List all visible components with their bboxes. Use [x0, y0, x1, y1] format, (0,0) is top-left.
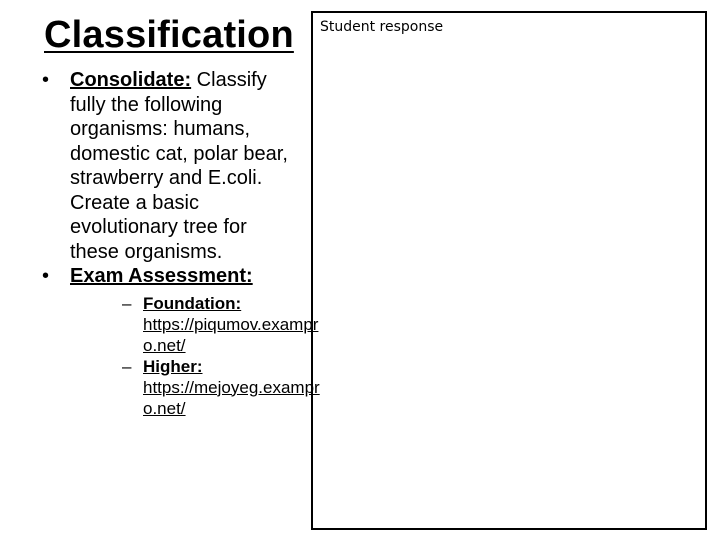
bullet-exam-assessment	[28, 264, 320, 419]
sub-item-higher	[70, 356, 320, 419]
foundation-link[interactable]: https://piqumov.exampro.net/	[143, 314, 319, 355]
foundation-heading: Foundation:	[143, 293, 242, 313]
student-response-label: Student response	[320, 19, 444, 35]
higher-link[interactable]: https://mejoyeg.exampro.net/	[143, 377, 320, 418]
sub-item-foundation	[70, 293, 319, 356]
exam-assessment-heading: Exam Assessment:	[70, 265, 253, 287]
bullet-consolidate	[28, 68, 290, 264]
higher-heading: Higher:	[143, 356, 203, 376]
dash-marker: –	[122, 356, 132, 376]
bullet-marker: •	[42, 265, 50, 287]
bullet-list	[28, 68, 320, 419]
slide-title: Classification	[44, 14, 294, 56]
dash-marker: –	[122, 293, 132, 313]
exam-sub-list	[70, 293, 320, 419]
consolidate-text: Classify fully the following organisms: humans, domestic cat, polar bear, strawberry and E.coli. Create a basic evolutionary tree for these organisms.	[70, 69, 288, 263]
bullet-marker: •	[42, 69, 50, 91]
consolidate-heading: Consolidate:	[70, 69, 192, 91]
student-response-box[interactable]	[311, 11, 707, 530]
slide-content	[28, 68, 320, 419]
